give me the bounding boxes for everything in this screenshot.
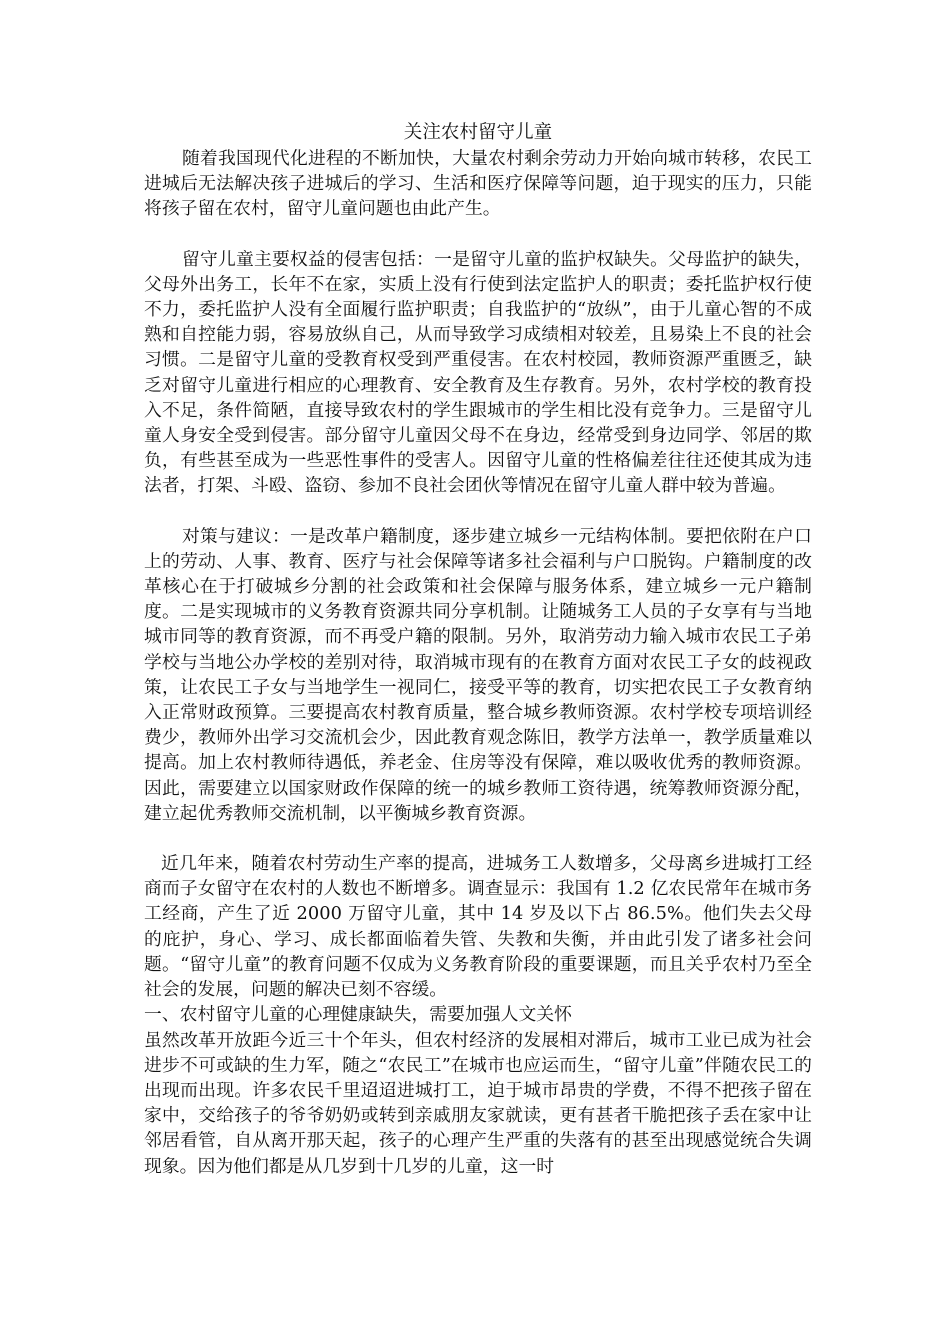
paragraph-spacer bbox=[144, 499, 812, 524]
paragraph-intro: 随着我国现代化进程的不断加快，大量农村剩余劳动力开始向城市转移，农民工进城后无法解决孩子进城后的学习、生活和医疗保障等问题，迫于现实的压力，只能将孩子留在农村，留守儿童问题也由此产生。 bbox=[144, 148, 812, 220]
paragraph-spacer bbox=[144, 826, 812, 851]
paragraph-spacer bbox=[144, 222, 812, 247]
paragraph-countermeasures: 对策与建议：一是改革户籍制度，逐步建立城乡一元结构体制。要把依附在户口上的劳动、人事、教育、医疗与社会保障等诸多社会福利与户口脱钩。户籍制度的改革核心在于打破城乡分割的社会政策和社会保障与服务体系，建立城乡一元户籍制度。二是实现城市的义务教育资源共同分享机制。让随城务工人员的子女享有与当地城市同等的教育资源，而不再受户籍的限制。另外，取消劳动力输入城市农民工子弟学校与当地公办学校的差别对待，取消城市现有的在教育方面对农民工子女的歧视政策，让农民工子女与当地学生一视同仁，接受平等的教育，切实把农民工子女教育纳入正常财政预算。三要提高农村教育质量，整合城乡教师资源。农村学校专项培训经费少，教师外出学习交流机会少，因此教育观念陈旧，教学方法单一，教学质量难以提高。加上农村教师待遇低，养老金、住房等没有保障，难以吸收优秀的教师资源。因此，需要建立以国家财政作保障的统一的城乡教师工资待遇，统筹教师资源分配，建立起优秀教师交流机制，以平衡城乡教育资源。 bbox=[144, 525, 812, 824]
paragraph-section-body: 虽然改革开放距今近三十个年头，但农村经济的发展相对滞后，城市工业已成为社会进步不可或缺的生力军，随之“农民工”在城市也应运而生，“留守儿童”伴随农民工的出现而出现。许多农民千里迢迢进城打工，迫于城市昂贵的学费，不得不把孩子留在家中，交给孩子的爷爷奶奶或转到亲戚朋友家就读，更有甚者干脆把孩子丢在家中让邻居看管，自从离开那天起，孩子的心理产生严重的失落有的甚至出现感觉统合失调现象。因为他们都是从几岁到十几岁的儿童，这一时 bbox=[144, 1029, 812, 1177]
document-title: 关注农村留守儿童 bbox=[403, 122, 553, 143]
section-heading: 一、农村留守儿童的心理健康缺失，需要加强人文关怀 bbox=[144, 1004, 572, 1026]
document-page bbox=[144, 120, 812, 1179]
paragraph-survey: 近几年来，随着农村劳动生产率的提高，进城务工人数增多，父母离乡进城打工经商而子女留守在农村的人数也不断增多。调查显示：我国有 1.2 亿农民常年在城市务工经商，产生了近 2000 万留守儿童，其中 14 岁及以下占 86.5%。他们失去父母的庇护，身心、学习、成长都面临着失管、失教和失衡，并由此引发了诸多社会问题。“留守儿童”的教育问题不仅成为义务教育阶段的重要课题，而且关乎农村乃至全社会的发展，问题的解决已刻不容缓。 bbox=[144, 853, 812, 1001]
paragraph-rights-infringement: 留守儿童主要权益的侵害包括：一是留守儿童的监护权缺失。父母监护的缺失，父母外出务工，长年不在家，实质上没有行使到法定监护人的职责；委托监护权行使不力，委托监护人没有全面履行监护职责；自我监护的“放纵”，由于儿童心智的不成熟和自控能力弱，容易放纵自己，从而导致学习成绩相对较差，且易染上不良的社会习惯。二是留守儿童的受教育权受到严重侵害。在农村校园，教师资源严重匮乏，缺乏对留守儿童进行相应的心理教育、安全教育及生存教育。另外，农村学校的教育投入不足，条件简陋，直接导致农村的学生跟城市的学生相比没有竞争力。三是留守儿童人身安全受到侵害。部分留守儿童因父母不在身边，经常受到身边同学、邻居的欺负，有些甚至成为一些恶性事件的受害人。因留守儿童的性格偏差往往还使其成为违法者，打架、斗殴、盗窃、参加不良社会团伙等情况在留守儿童人群中较为普遍。 bbox=[144, 248, 812, 497]
